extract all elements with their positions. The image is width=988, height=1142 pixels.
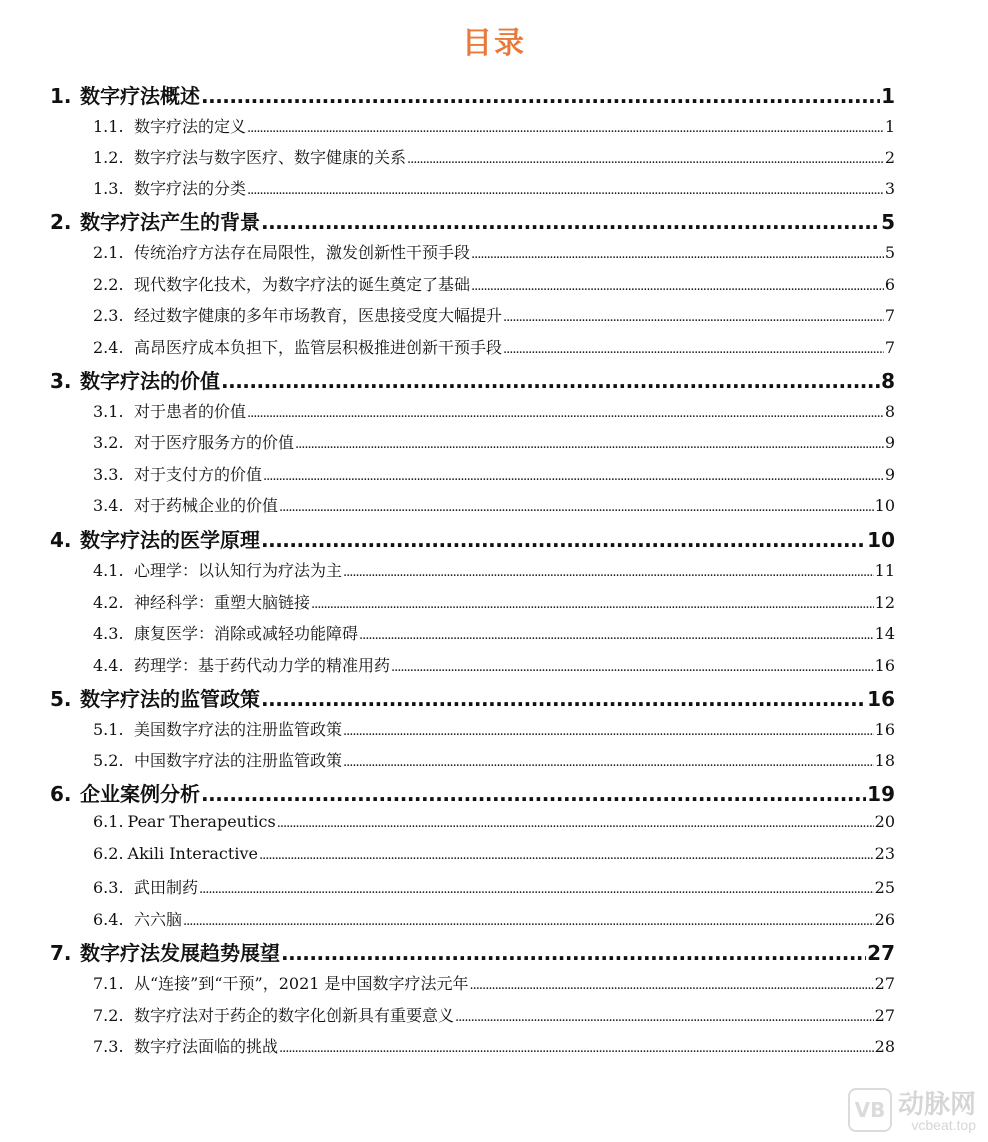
toc-label: 高昂医疗成本负担下，监管层积极推进创新干预手段 — [134, 338, 503, 357]
toc-label: 武田制药 — [134, 878, 199, 897]
leader-dots — [263, 465, 884, 484]
toc-number: 2.3. — [93, 306, 124, 325]
toc-section[interactable] — [93, 907, 895, 930]
toc-number: 2.2. — [93, 275, 124, 294]
watermark-name: 动脉网 — [897, 1090, 976, 1120]
toc-number: 1.3. — [93, 179, 124, 198]
watermark-logo-icon: VB — [848, 1088, 892, 1132]
toc-number: 7. — [50, 941, 72, 965]
leader-dots — [503, 306, 884, 325]
toc-number: 3.2. — [93, 433, 124, 452]
toc-number: 7.2. — [93, 1006, 124, 1025]
toc-section[interactable] — [93, 114, 895, 137]
toc-label: 数字疗法概述 — [80, 84, 200, 108]
toc-page: 14 — [874, 624, 895, 643]
toc-page: 16 — [874, 720, 895, 739]
toc-section[interactable] — [93, 272, 895, 295]
toc-section[interactable] — [93, 399, 895, 422]
leader-dots — [471, 275, 884, 294]
leader-dots — [279, 1037, 874, 1056]
toc-label: 传统治疗方法存在局限性，激发创新性干预手段 — [134, 243, 471, 262]
toc-label: 数字疗法与数字医疗、数字健康的关系 — [134, 148, 407, 167]
toc-page: 28 — [874, 1037, 895, 1056]
leader-dots — [247, 402, 884, 421]
leader-dots — [359, 624, 874, 643]
toc-chapter[interactable] — [50, 524, 895, 553]
toc-chapter[interactable] — [50, 365, 895, 394]
leader-dots — [455, 1006, 874, 1025]
toc-label: 数字疗法发展趋势展望 — [80, 941, 280, 965]
toc-title: 目录 — [462, 26, 526, 61]
toc-page: 16 — [874, 656, 895, 675]
toc-section[interactable] — [93, 748, 895, 771]
toc-number: 4.4. — [93, 656, 124, 675]
toc-label: 数字疗法的价值 — [80, 369, 220, 393]
toc-label: 神经科学：重塑大脑链接 — [134, 593, 311, 612]
toc-number: 7.3. — [93, 1037, 124, 1056]
toc-number: 4.1. — [93, 561, 124, 580]
toc-number: 4.2. — [93, 593, 124, 612]
toc-number: 3.3. — [93, 465, 124, 484]
toc-label: 经过数字健康的多年市场教育，医患接受度大幅提升 — [134, 306, 503, 325]
toc-label: 数字疗法产生的背景 — [80, 210, 260, 234]
toc-page: 5 — [881, 210, 895, 234]
toc-label: 药理学：基于药代动力学的精准用药 — [134, 656, 391, 675]
toc-number: 6.3. — [93, 878, 124, 897]
toc-number: 4. — [50, 528, 72, 552]
toc-label: 对于医疗服务方的价值 — [134, 433, 295, 452]
toc-page: 1 — [881, 84, 895, 108]
toc-page: 27 — [874, 974, 895, 993]
toc-page: 27 — [874, 1006, 895, 1025]
toc-label: 六六脑 — [134, 910, 183, 929]
toc-number: 6.1. — [93, 812, 124, 831]
toc-page: 23 — [874, 844, 895, 863]
toc-number: 1. — [50, 84, 72, 108]
toc-section[interactable] — [93, 590, 895, 613]
toc-page: 8 — [884, 402, 895, 421]
toc-label: 美国数字疗法的注册监管政策 — [134, 720, 343, 739]
toc-section[interactable] — [93, 875, 895, 898]
leader-dots — [471, 243, 884, 262]
toc-page: 10 — [867, 528, 895, 552]
toc-number: 5.2. — [93, 751, 124, 770]
toc-label: 数字疗法对于药企的数字化创新具有重要意义 — [134, 1006, 455, 1025]
toc-page: 9 — [884, 465, 895, 484]
leader-dots — [183, 910, 874, 929]
toc-section[interactable] — [93, 176, 895, 199]
toc-number: 6.4. — [93, 910, 124, 929]
toc-number: 2.4. — [93, 338, 124, 357]
toc-number: 4.3. — [93, 624, 124, 643]
toc-section[interactable] — [93, 812, 895, 831]
toc-chapter[interactable] — [50, 778, 895, 807]
leader-dots — [201, 84, 880, 108]
leader-dots — [261, 210, 880, 234]
leader-dots — [221, 369, 880, 393]
toc-label: 数字疗法的监管政策 — [80, 687, 260, 711]
toc-page: 12 — [874, 593, 895, 612]
toc-section[interactable] — [93, 1003, 895, 1026]
leader-dots — [295, 433, 884, 452]
toc-section[interactable] — [93, 1034, 895, 1057]
toc-number: 2.1. — [93, 243, 124, 262]
leader-dots — [279, 496, 874, 515]
toc-number: 1.2. — [93, 148, 124, 167]
toc-page: 7 — [884, 338, 895, 357]
leader-dots — [343, 720, 874, 739]
leader-dots — [199, 878, 874, 897]
toc-label: 数字疗法的医学原理 — [80, 528, 260, 552]
leader-dots — [261, 687, 866, 711]
toc-number: 3.1. — [93, 402, 124, 421]
toc-page: 19 — [867, 782, 895, 806]
toc-number: 5. — [50, 687, 72, 711]
leader-dots — [311, 593, 874, 612]
toc-section[interactable] — [93, 717, 895, 740]
toc-page: 8 — [881, 369, 895, 393]
toc-page: 2 — [884, 148, 895, 167]
toc-label: Pear Therapeutics — [127, 812, 276, 831]
toc-page: 1 — [884, 117, 895, 136]
leader-dots — [343, 561, 874, 580]
toc-page: 10 — [874, 496, 895, 515]
toc-chapter[interactable] — [50, 937, 895, 966]
leader-dots — [247, 117, 884, 136]
toc-number: 3. — [50, 369, 72, 393]
toc-label: 现代数字化技术，为数字疗法的诞生奠定了基础 — [134, 275, 471, 294]
leader-dots — [261, 528, 866, 552]
leader-dots — [277, 812, 874, 831]
leader-dots — [201, 782, 866, 806]
toc-label: 康复医学：消除或减轻功能障碍 — [134, 624, 359, 643]
toc-page: 7 — [884, 306, 895, 325]
watermark-text — [898, 1092, 976, 1132]
toc-chapter[interactable] — [50, 206, 895, 235]
leader-dots — [343, 751, 874, 770]
toc-page: 26 — [874, 910, 895, 929]
toc-page: 18 — [874, 751, 895, 770]
toc-page: 27 — [867, 941, 895, 965]
toc-label: 数字疗法的分类 — [134, 179, 247, 198]
leader-dots — [259, 844, 874, 863]
toc-label: 心理学：以认知行为疗法为主 — [134, 561, 343, 580]
toc-section[interactable] — [93, 653, 895, 676]
toc-page: 5 — [884, 243, 895, 262]
toc-page: 20 — [874, 812, 895, 831]
toc-page: 9 — [884, 433, 895, 452]
leader-dots — [407, 148, 884, 167]
toc-label: Akili Interactive — [127, 844, 258, 863]
toc-page: 16 — [867, 687, 895, 711]
toc-section[interactable] — [93, 145, 895, 168]
toc-section[interactable] — [93, 493, 895, 516]
toc-label: 中国数字疗法的注册监管政策 — [134, 751, 343, 770]
toc-section[interactable] — [93, 335, 895, 358]
toc-section[interactable] — [93, 558, 895, 581]
toc-number: 7.1. — [93, 974, 124, 993]
toc-section[interactable] — [93, 621, 895, 644]
toc-section[interactable] — [93, 240, 895, 263]
toc-section[interactable] — [93, 971, 895, 994]
toc-number: 6. — [50, 782, 72, 806]
leader-dots — [247, 179, 884, 198]
toc-section[interactable] — [93, 430, 895, 453]
leader-dots — [503, 338, 884, 357]
watermark-url: vcbeat.top — [911, 1117, 976, 1133]
toc-number: 1.1. — [93, 117, 124, 136]
toc-label: 对于药械企业的价值 — [134, 496, 279, 515]
leader-dots — [391, 656, 874, 675]
toc-label: 企业案例分析 — [80, 782, 200, 806]
toc-label: 数字疗法的定义 — [134, 117, 247, 136]
leader-dots — [470, 974, 874, 993]
toc-number: 6.2. — [93, 844, 124, 863]
toc-number: 5.1. — [93, 720, 124, 739]
toc-chapter[interactable] — [50, 80, 895, 109]
toc-section[interactable] — [93, 303, 895, 326]
toc-page: 11 — [874, 561, 895, 580]
toc-label: 对于支付方的价值 — [134, 465, 263, 484]
toc-label: 从“连接”到“干预”，2021 是中国数字疗法元年 — [134, 974, 469, 993]
watermark — [848, 1088, 976, 1132]
toc-label: 对于患者的价值 — [134, 402, 247, 421]
toc-page: 6 — [884, 275, 895, 294]
toc-label: 数字疗法面临的挑战 — [134, 1037, 279, 1056]
toc-page: 3 — [884, 179, 895, 198]
toc-chapter[interactable] — [50, 683, 895, 712]
toc-section[interactable] — [93, 462, 895, 485]
toc-number: 3.4. — [93, 496, 124, 515]
toc-section[interactable] — [93, 844, 895, 863]
toc-page: 25 — [874, 878, 895, 897]
toc-number: 2. — [50, 210, 72, 234]
leader-dots — [281, 941, 866, 965]
